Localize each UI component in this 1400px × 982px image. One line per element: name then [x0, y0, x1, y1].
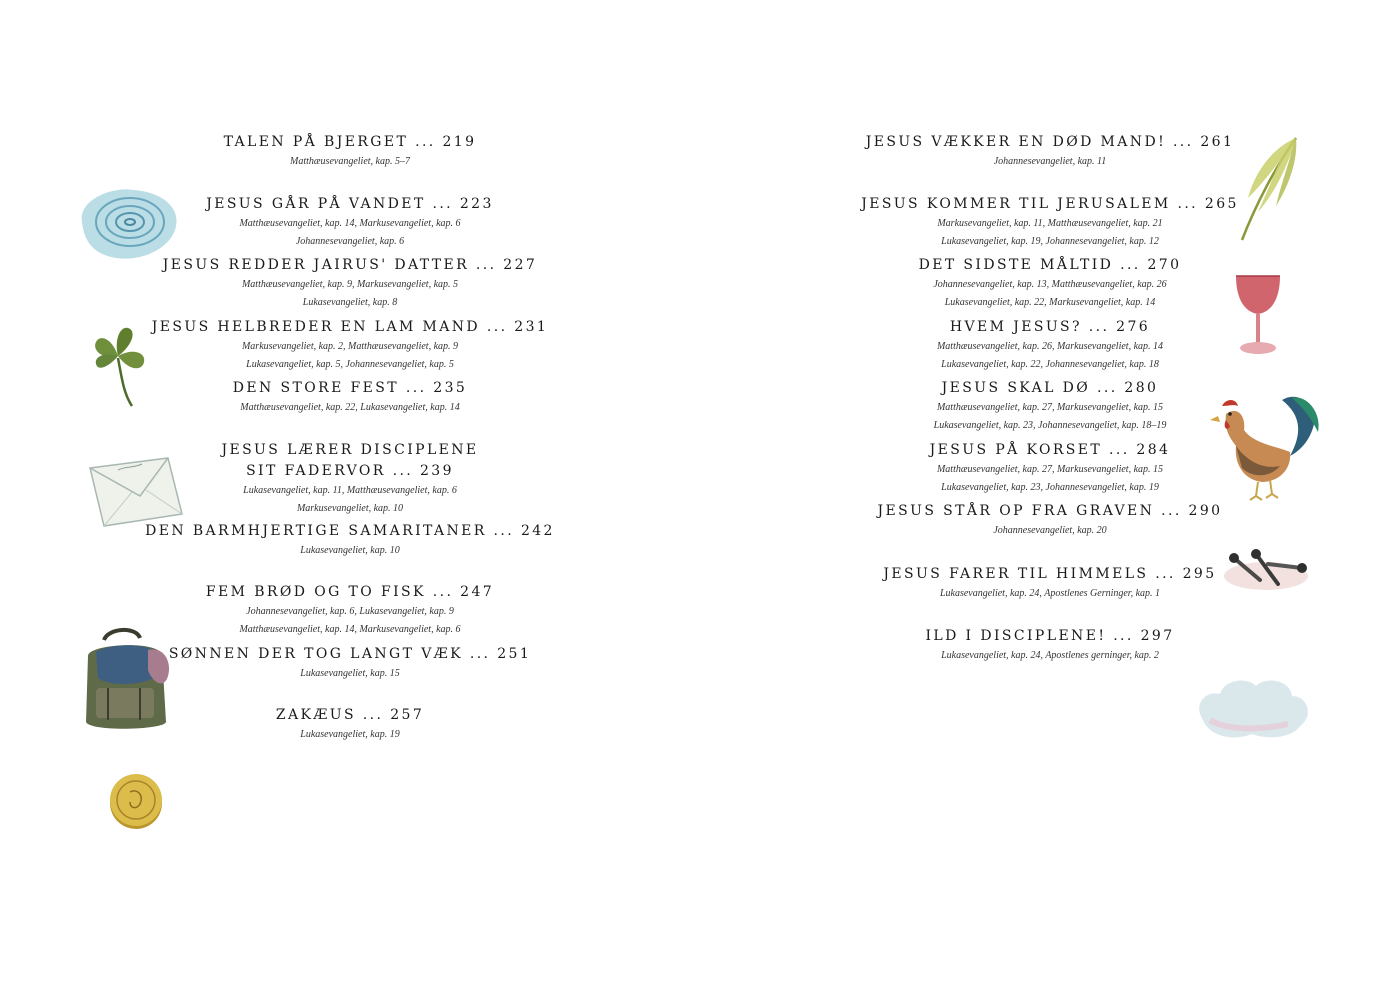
toc-entry: [140, 705, 560, 767]
entry-title: JESUS SKAL DØ ... 280: [941, 380, 1159, 396]
entry-reference: Johannesevangeliet, kap. 13, Matthæusevangeliet, kap. 26: [933, 279, 1167, 290]
toc-entry: [140, 194, 560, 256]
entry-reference: Lukasevangeliet, kap. 22, Markusevangeliet, kap. 14: [944, 297, 1156, 308]
toc-entry: [840, 501, 1260, 564]
entry-title: JESUS PÅ KORSET ... 284: [929, 441, 1171, 458]
toc-right-column: [840, 132, 1260, 687]
cloud-icon: [1192, 672, 1314, 744]
entry-title: JESUS KOMMER TIL JERUSALEM ... 265: [861, 195, 1239, 212]
clover-icon: [88, 320, 150, 410]
entry-reference: Matthæusevangeliet, kap. 27, Markusevangeliet, kap. 15: [936, 402, 1164, 413]
entry-reference: Lukasevangeliet, kap. 23, Johannesevangeliet, kap. 19: [941, 481, 1159, 493]
toc-entry: [840, 378, 1260, 440]
entry-reference: Matthæusevangeliet, kap. 27, Markusevangeliet, kap. 15: [936, 463, 1164, 475]
entry-title: FEM BRØD OG TO FISK ... 247: [205, 584, 495, 600]
entry-reference: Lukasevangeliet, kap. 8: [302, 297, 398, 308]
toc-entry: [140, 521, 560, 583]
entry-title: JESUS VÆKKER EN DØD MAND! ... 261: [865, 134, 1235, 150]
toc-entry: [840, 440, 1260, 502]
nails-icon: [1220, 544, 1312, 596]
entry-title: JESUS STÅR OP FRA GRAVEN ... 290: [877, 503, 1223, 519]
entry-title: TALEN PÅ BJERGET ... 219: [223, 134, 477, 150]
toc-entry: [840, 564, 1260, 626]
entry-title: ILD I DISCIPLENE! ... 297: [925, 627, 1175, 644]
entry-title: JESUS LÆRER DISCIPLENE: [221, 441, 479, 458]
entry-title: JESUS FARER TIL HIMMELS ... 295: [883, 566, 1217, 582]
entry-reference: Lukasevangeliet, kap. 10: [300, 544, 400, 556]
entry-reference: Lukasevangeliet, kap. 5, Johannesevangeliet, kap. 5: [246, 358, 454, 370]
rooster-icon: [1206, 390, 1326, 502]
entry-title: JESUS REDDER JAIRUS' DATTER ... 227: [162, 257, 538, 273]
toc-entry: [840, 255, 1260, 317]
entry-title: DET SIDSTE MÅLTID ... 270: [918, 257, 1182, 273]
toc-entry: [140, 317, 560, 379]
entry-reference: Matthæusevangeliet, kap. 14, Markusevangeliet, kap. 6: [239, 217, 461, 229]
toc-entry: [140, 378, 560, 440]
entry-reference: Matthæusevangeliet, kap. 26, Markusevangeliet, kap. 14: [936, 340, 1164, 352]
toc-entry: [840, 194, 1260, 256]
entry-reference: Lukasevangeliet, kap. 24, Apostlenes Gerninger, kap. 1: [939, 588, 1161, 599]
entry-reference: Matthæusevangeliet, kap. 5–7: [290, 156, 410, 167]
envelope-icon: [84, 452, 188, 532]
entry-title: SØNNEN DER TOG LANGT VÆK ... 251: [168, 645, 532, 662]
entry-reference: Lukasevangeliet, kap. 15: [300, 667, 400, 679]
palm-leaf-icon: [1236, 132, 1302, 244]
coin-icon: [106, 770, 166, 832]
toc-entry: [140, 440, 560, 521]
toc-entry: [840, 132, 1260, 194]
entry-title: JESUS GÅR PÅ VANDET ... 223: [206, 195, 494, 212]
entry-reference: Johannesevangeliet, kap. 6: [295, 235, 405, 247]
entry-reference: Lukasevangeliet, kap. 23, Johannesevangeliet, kap. 18–19: [933, 420, 1167, 431]
entry-reference: Lukasevangeliet, kap. 19: [300, 729, 400, 740]
toc-entry: [840, 317, 1260, 379]
entry-reference: Johannesevangeliet, kap. 11: [993, 156, 1107, 167]
toc-entry: [140, 132, 560, 194]
entry-reference: Matthæusevangeliet, kap. 22, Lukasevangeliet, kap. 14: [240, 402, 460, 413]
entry-reference: Markusevangeliet, kap. 2, Matthæusevangeliet, kap. 9: [241, 340, 459, 352]
entry-title: JESUS HELBREDER EN LAM MAND ... 231: [151, 318, 549, 335]
entry-reference: Johannesevangeliet, kap. 6, Lukasevangeliet, kap. 9: [246, 606, 454, 617]
entry-reference: Lukasevangeliet, kap. 22, Johannesevangeliet, kap. 18: [941, 358, 1159, 370]
toc-entry: [140, 582, 560, 644]
entry-reference: Matthæusevangeliet, kap. 14, Markusevangeliet, kap. 6: [239, 624, 461, 635]
entry-reference: Lukasevangeliet, kap. 11, Matthæusevangeliet, kap. 6: [243, 484, 457, 496]
entry-reference: Matthæusevangeliet, kap. 9, Markusevangeliet, kap. 5: [241, 279, 459, 290]
entry-reference: Markusevangeliet, kap. 10: [296, 502, 404, 514]
toc-left-column: [140, 132, 560, 767]
entry-title: HVEM JESUS? ... 276: [949, 318, 1151, 335]
entry-reference: Markusevangeliet, kap. 11, Matthæusevangeliet, kap. 21: [937, 217, 1163, 229]
entry-title: DEN STORE FEST ... 235: [232, 380, 468, 396]
water-ripple-icon: [72, 182, 184, 264]
entry-reference: Johannesevangeliet, kap. 20: [993, 525, 1107, 536]
toc-entry: [140, 255, 560, 317]
backpack-icon: [78, 626, 174, 734]
entry-reference: Lukasevangeliet, kap. 24, Apostlenes gerninger, kap. 2: [941, 649, 1159, 661]
entry-title: ZAKÆUS ... 257: [275, 707, 425, 723]
toc-entry: [140, 644, 560, 706]
wine-glass-icon: [1230, 268, 1286, 360]
entry-title-continued: SIT FADERVOR ... 239: [246, 462, 454, 479]
entry-reference: Lukasevangeliet, kap. 19, Johannesevangeliet, kap. 12: [941, 235, 1159, 247]
entry-title: DEN BARMHJERTIGE SAMARITANER ... 242: [145, 522, 555, 539]
